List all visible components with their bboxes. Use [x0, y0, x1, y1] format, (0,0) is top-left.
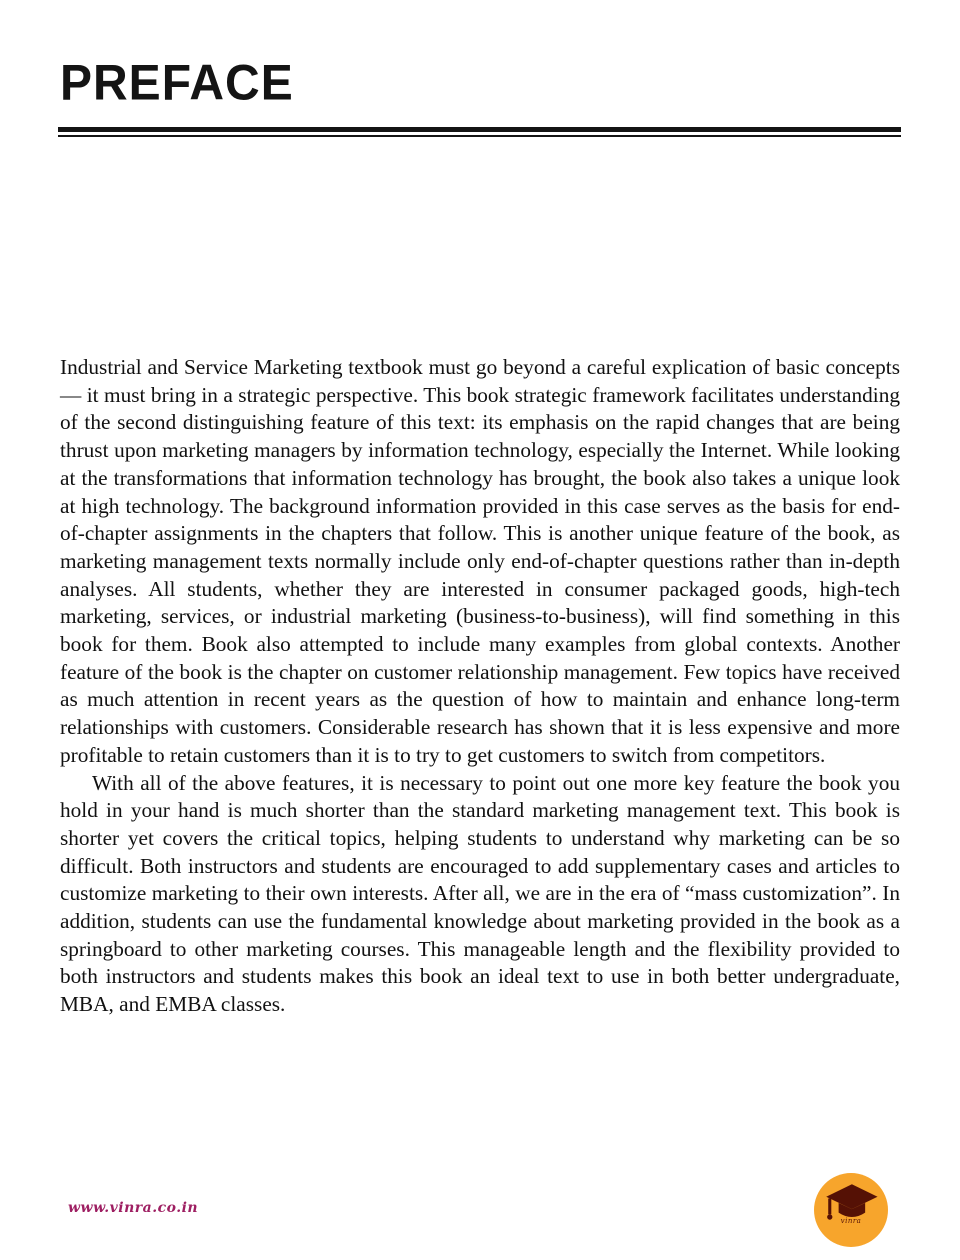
- publisher-logo: [814, 1173, 888, 1247]
- website-link[interactable]: www.vinra.co.in: [68, 1200, 199, 1216]
- preface-body: [60, 354, 900, 1019]
- title-rule: [58, 127, 901, 137]
- page-title: PREFACE: [60, 55, 294, 112]
- logo-script-text: vinra: [840, 1217, 862, 1225]
- preface-paragraph-2: With all of the above features, it is necessary to point out one more key feature the book you hold in your hand is much shorter than the standard marketing management text. This book is shorter yet covers the critical topics, helping students to understand why marketing can be so difficult. Both instructors and students are encouraged to add supplementary cases and articles to customize marketing to their own interests. After all, we are in the era of “mass customization”. In addition, students can use the fundamental knowledge about marketing provided in the book as a springboard to other marketing courses. This manageable length and the flexibility provided to both instructors and students makes this book an ideal text to use in both better undergraduate, MBA, and EMBA classes.: [60, 770, 900, 1017]
- preface-paragraph-1: Industrial and Service Marketing textbook must go beyond a careful explication of basic concepts — it must bring in a strategic perspective. This book strategic framework facilitates understanding of the second distinguishing feature of this text: its emphasis on the rapid changes that are being thrust upon marketing managers by information technology, especially the Internet. While looking at the transformations that information technology has brought, the book also takes a unique look at high technology. The background information provided in this case serves as the basis for end-of-chapter assignments in the chapters that follow. This is another unique feature of the book, as marketing management texts normally include only end-of-chapter questions rather than in-depth analyses. All students, whether they are interested in consumer packaged goods, high-tech marketing, services, or industrial marketing (business-to-business), will find something in this book for them. Book also attempted to include many examples from global contexts. Another feature of the book is the chapter on customer relationship management. Few topics have received as much attention in recent years as the question of how to maintain and enhance long-term relationships with customers. Considerable research has shown that it is less expensive and more profitable to retain customers than it is to try to get customers to switch from competitors.: [60, 355, 900, 767]
